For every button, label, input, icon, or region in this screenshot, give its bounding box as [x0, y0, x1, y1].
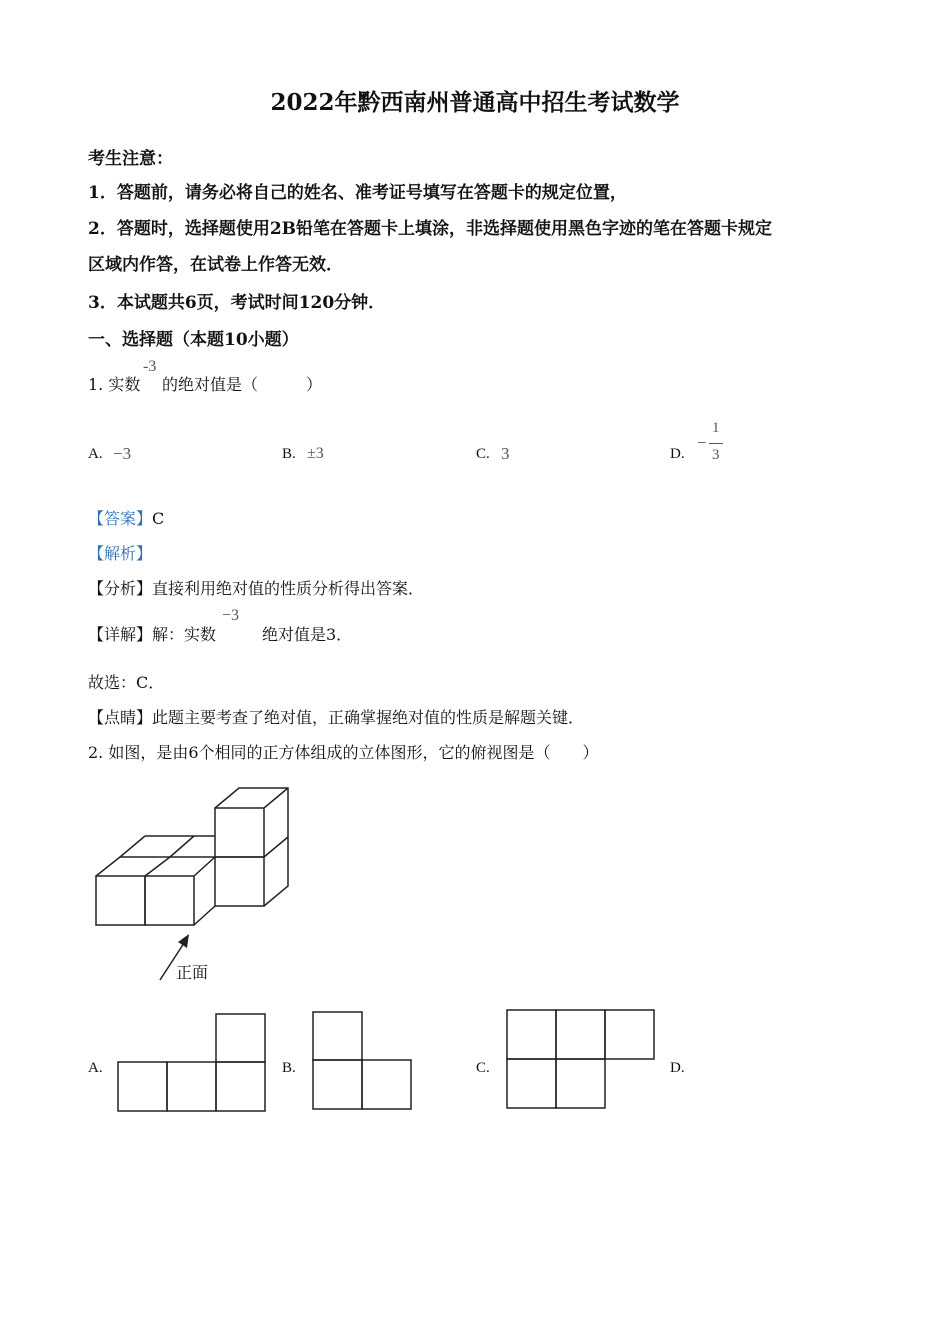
q2-option-c-label: C. [476, 1060, 490, 1076]
fraction-bar [709, 443, 723, 444]
notice-item-2-cont: 区域内作答，在试卷上作答无效． [88, 255, 343, 275]
q1-option-c-value: 3 [501, 444, 510, 463]
q1-option-d-denominator: 3 [712, 447, 720, 463]
q2-option-c-figure [505, 1008, 659, 1112]
q2-stem: 2. 如图，是由6个相同的正方体组成的立体图形，它的俯视图是（ ） [88, 743, 599, 762]
q2-option-a-label: A. [88, 1060, 103, 1076]
answer-line [88, 506, 164, 529]
q1-option-b-value: ±3 [307, 445, 324, 462]
notice-item-3: 3．本试题共6页，考试时间120分钟． [88, 293, 386, 313]
section-heading: 一、选择题（本题10小题） [88, 330, 299, 350]
q2-option-d-label: D. [670, 1060, 685, 1076]
analysis-tag: 【解析】 [88, 544, 153, 563]
comment-text: 【点睛】此题主要考查了绝对值，正确掌握绝对值的性质是解题关键． [88, 708, 585, 727]
q1-option-a-label: A. [88, 446, 103, 462]
answer-value: C [152, 509, 165, 528]
q1-option-c-label: C. [476, 446, 490, 462]
notice-item-1: 1．答题前，请务必将自己的姓名、准考证号填写在答题卡的规定位置， [88, 183, 627, 203]
choose-text: 故选：C． [88, 673, 165, 692]
q1-stem-start: 1. 实数 [88, 375, 141, 394]
q1-stem-end: 的绝对值是（ ） [162, 375, 323, 394]
q2-option-b-label: B. [282, 1060, 296, 1076]
q1-option-b-label: B. [282, 446, 296, 462]
q1-expression: -3 [143, 358, 157, 375]
front-label: 正面 [176, 963, 209, 982]
answer-tag: 【答案】 [88, 509, 153, 528]
notice-heading: 考生注意： [88, 149, 173, 169]
q2-option-b-figure [311, 1010, 415, 1112]
detail-end: 绝对值是3． [262, 625, 353, 644]
detail-expression: −3 [222, 607, 240, 624]
fenxi-text: 【分析】直接利用绝对值的性质分析得出答案． [88, 579, 425, 598]
q1-option-d-sign: − [697, 433, 707, 452]
q1-option-a-value: −3 [113, 444, 132, 463]
q1-option-d-label: D. [670, 446, 685, 462]
page-title: 2022年黔西南州普通高中招生考试数学 [270, 89, 680, 116]
q2-option-a-figure [116, 1012, 268, 1114]
notice-item-2: 2．答题时，选择题使用2B铅笔在答题卡上填涂，非选择题使用黑色字迹的笔在答题卡规定 [88, 219, 773, 239]
detail-start: 【详解】解：实数 [88, 625, 217, 644]
q1-option-d-numerator: 1 [712, 420, 720, 436]
